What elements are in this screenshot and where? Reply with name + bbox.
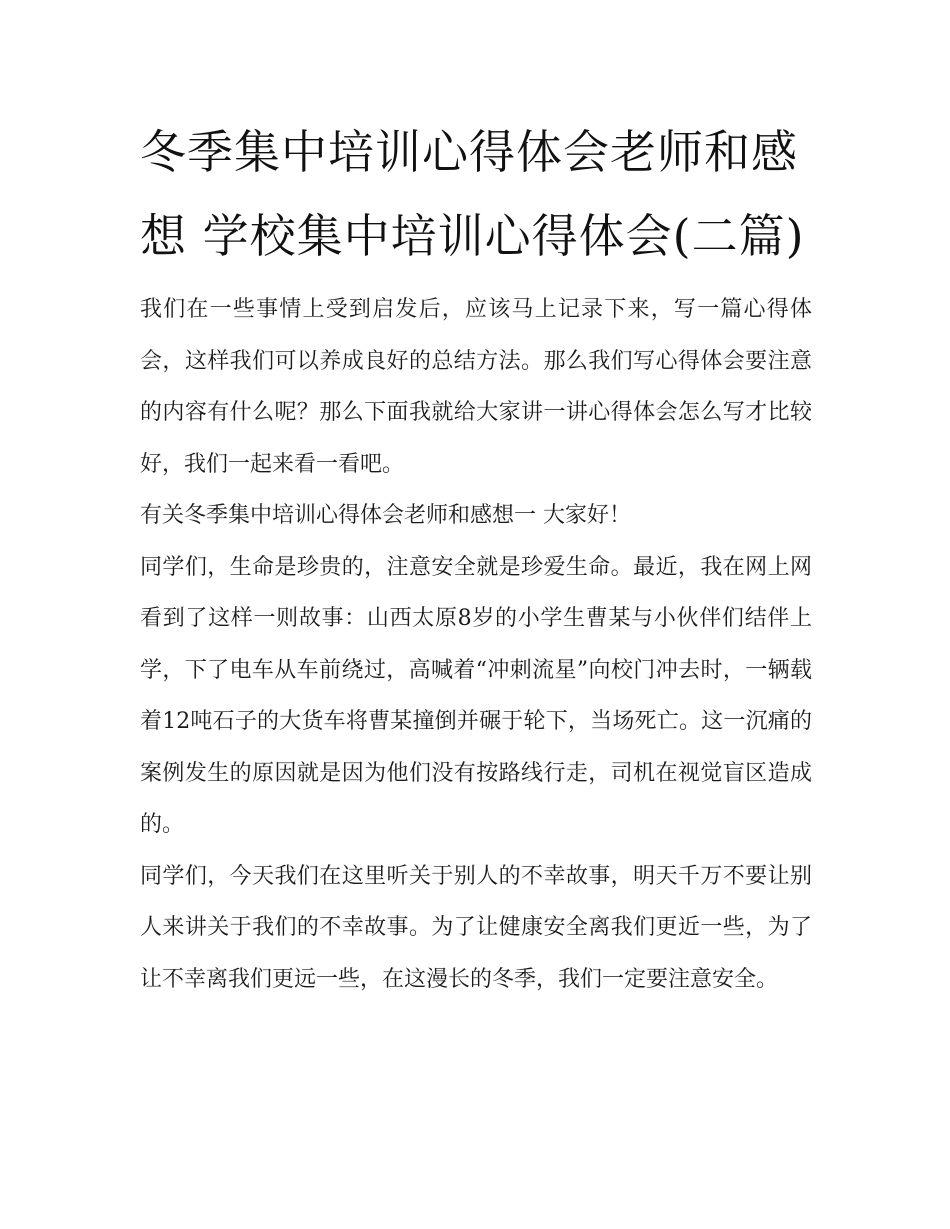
document-title: 冬季集中培训心得体会老师和感想 学校集中培训心得体会(二篇) <box>140 125 805 263</box>
intro-paragraph: 我们在一些事情上受到启发后，应该马上记录下来，写一篇心得体会，这样我们可以养成良好的总结方法。那么我们写心得体会要注意的内容有什么呢？那么下面我就给大家讲一讲心得体会怎么写才比较好，我们一起来看一看吧。 <box>140 297 812 477</box>
section-heading-paragraph: 有关冬季集中培训心得体会老师和感想一 大家好！ <box>140 503 631 528</box>
closing-paragraph: 同学们，今天我们在这里听关于别人的不幸故事，明天千万不要让别人来讲关于我们的不幸故事。为了让健康安全离我们更近一些，为了让不幸离我们更远一些，在这漫长的冬季，我们一定要注意安全。 <box>140 863 812 992</box>
story-paragraph: 同学们，生命是珍贵的，注意安全就是珍爱生命。最近，我在网上网看到了这样一则故事：山西太原8岁的小学生曹某与小伙伴们结伴上学，下了电车从车前绕过，高喊着“冲刺流星”向校门冲去时，一辆载着12吨石子的大货车将曹某撞倒并碾于轮下，当场死亡。这一沉痛的案例发生的原因就是因为他们没有按路线行走，司机在视觉盲区造成的。 <box>140 554 812 837</box>
document-body <box>140 284 812 1005</box>
document-page <box>140 110 812 1005</box>
